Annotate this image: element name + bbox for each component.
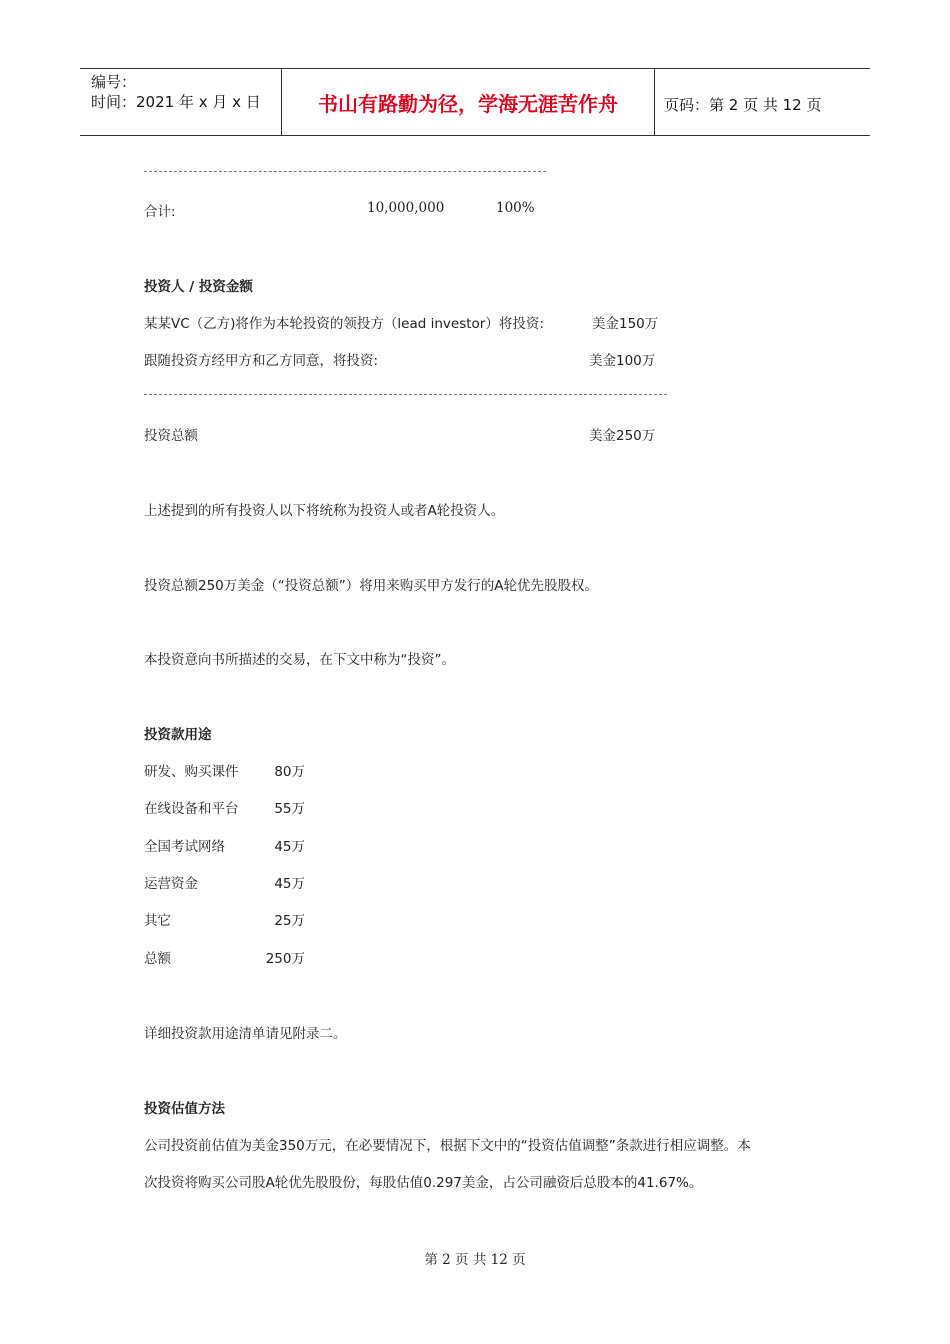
fund-item-label: 研发、购买课件 [144, 764, 239, 780]
fund-item-label: 其它 [144, 913, 171, 929]
separator-line [144, 171, 546, 172]
header-top-rule [80, 68, 870, 69]
use-of-funds-heading: 投资款用途 [144, 727, 212, 743]
header-bottom-rule [80, 135, 870, 136]
header-motto: 书山有路勤为径，学海无涯苦作舟 [318, 92, 618, 116]
shareholding-total-percent: 100% [496, 200, 535, 216]
follow-investor-amount: 美金100万 [589, 353, 656, 369]
paragraph-investors-definition: 上述提到的所有投资人以下将统称为投资人或者A轮投资人。 [144, 503, 505, 519]
separator-line [144, 394, 667, 395]
lead-investor-amount: 美金150万 [592, 316, 659, 332]
shareholding-total-shares: 10,000,000 [367, 200, 445, 216]
fund-item-amount: 80万 [274, 764, 305, 780]
investment-total-label: 投资总额 [144, 428, 198, 444]
valuation-line-2: 次投资将购买公司股A轮优先股股份，每股估值0.297美金，占公司融资后总股本的41.67%。 [144, 1175, 703, 1191]
fund-item-amount: 45万 [274, 839, 305, 855]
header-page-label: 页码：第 2 页 共 12 页 [664, 96, 822, 114]
use-of-funds-note: 详细投资款用途清单请见附录二。 [144, 1026, 347, 1042]
fund-item-amount: 25万 [274, 913, 305, 929]
paragraph-investment-definition: 本投资意向书所描述的交易，在下文中称为“投资”。 [144, 652, 455, 668]
fund-item-amount: 45万 [274, 876, 305, 892]
fund-item-label: 运营资金 [144, 876, 198, 892]
investment-total-amount: 美金250万 [589, 428, 656, 444]
valuation-heading: 投资估值方法 [144, 1101, 225, 1117]
header-time-label: 时间：2021 年 x 月 x 日 [91, 93, 261, 111]
follow-investor-text: 跟随投资方经甲方和乙方同意，将投资: [144, 353, 379, 369]
valuation-line-1: 公司投资前估值为美金350万元，在必要情况下，根据下文中的“投资估值调整”条款进行相应调整。本 [144, 1138, 751, 1154]
header-number-label: 编号： [91, 73, 137, 91]
fund-item-label: 总额 [144, 951, 171, 967]
investors-heading: 投资人 / 投资金额 [144, 279, 253, 295]
shareholding-total-label: 合计: [144, 204, 176, 220]
fund-item-amount: 55万 [274, 801, 305, 817]
page-footer: 第 2 页 共 12 页 [424, 1252, 526, 1268]
fund-item-amount: 250万 [265, 951, 305, 967]
paragraph-investment-purpose: 投资总额250万美金（“投资总额”）将用来购买甲方发行的A轮优先股股权。 [144, 578, 598, 594]
fund-item-label: 全国考试网络 [144, 839, 225, 855]
header-divider-right [654, 68, 655, 136]
fund-item-label: 在线设备和平台 [144, 801, 239, 817]
lead-investor-text: 某某VC（乙方)将作为本轮投资的领投方（lead investor）将投资: [144, 316, 544, 332]
